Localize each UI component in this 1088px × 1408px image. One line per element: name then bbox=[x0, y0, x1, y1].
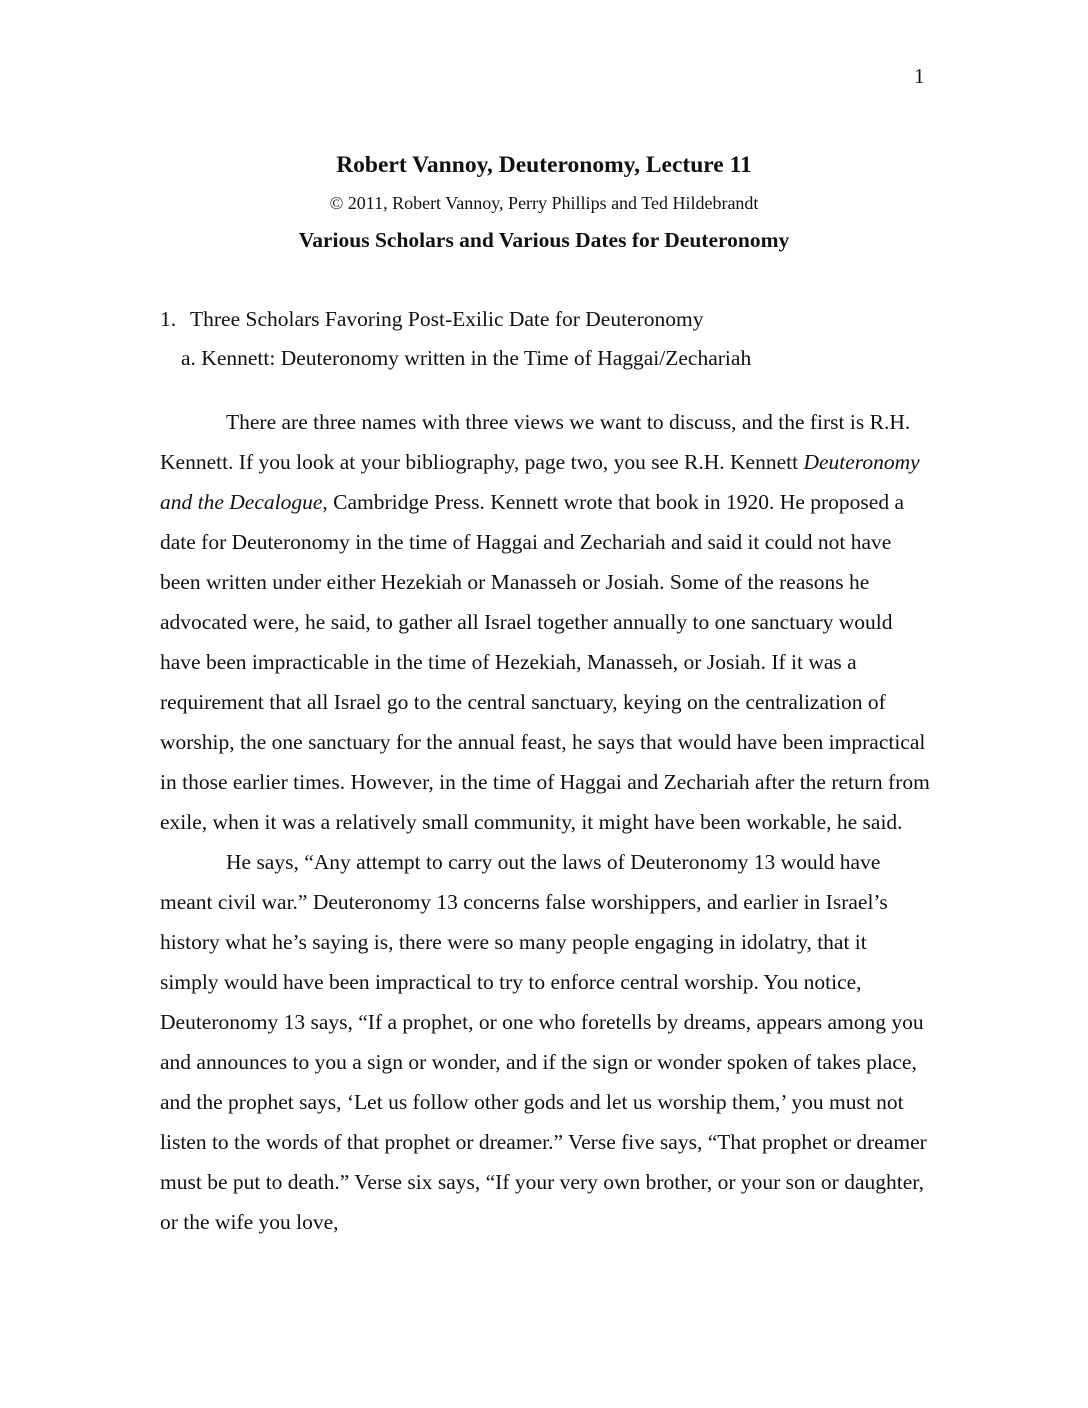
copyright-line: © 2011, Robert Vannoy, Perry Phillips and Ted Hildebrandt bbox=[329, 193, 759, 213]
book-title: Deuteronomy and the Decalogue bbox=[160, 450, 920, 514]
paragraph-1-part-b: , Cambridge Press. Kennett wrote that book in 1920. He proposed a date for Deuteronomy in the time of Haggai and Zechariah and said it could not have been written under either Hezekiah or Manasseh or Josiah. Some of the reasons he advocated were, he said, to gather all Israel together annually to one sanctuary would have been impracticable in the time of Hezekiah, Manasseh, or Josiah. If it was a requirement that all Israel go to the central sanctuary, keying on the centralization of worship, the one sanctuary for the annual feast, he says that would have been impractical in those earlier times. However, in the time of Haggai and Zechariah after the return from exile, when it was a relatively small community, it might have been workable, he said. bbox=[160, 490, 930, 834]
paragraph-2: He says, “Any attempt to carry out the laws of Deuteronomy 13 would have meant civil war.” Deuteronomy 13 concerns false worshippers, and earlier in Israel’s history what he’s saying is, there were so many people engaging in idolatry, that it simply would have been impractical to try to enforce central worship. You notice, Deuteronomy 13 says, “If a prophet, or one who foretells by dreams, appears among you and announces to you a sign or wonder, and if the sign or wonder spoken of takes place, and the prophet says, ‘Let us follow other gods and let us worship them,’ you must not listen to the words of that prophet or dreamer.” Verse five says, “That prophet or dreamer must be put to death.” Verse six says, “If your very own brother, or your son or daughter, or the wife you love, bbox=[160, 850, 927, 1234]
paragraph-1-part-a: There are three names with three views we want to discuss, and the first is R.H. Kennett. If you look at your bibliography, page two, you see R.H. Kennett bbox=[160, 410, 911, 474]
outline-section-title: Three Scholars Favoring Post-Exilic Date for Deuteronomy bbox=[190, 307, 704, 331]
outline-section-number: 1. bbox=[160, 307, 177, 331]
paragraph-1 bbox=[160, 402, 930, 842]
page-number: 1 bbox=[914, 64, 925, 88]
outline-section-heading bbox=[160, 307, 703, 332]
outline-subsection-heading: a. Kennett: Deuteronomy written in the Time of Haggai/Zechariah bbox=[181, 346, 752, 370]
page-subtitle: Various Scholars and Various Dates for Deuteronomy bbox=[298, 228, 790, 252]
body-text bbox=[160, 402, 930, 1242]
page-title: Robert Vannoy, Deuteronomy, Lecture 11 bbox=[336, 152, 752, 178]
